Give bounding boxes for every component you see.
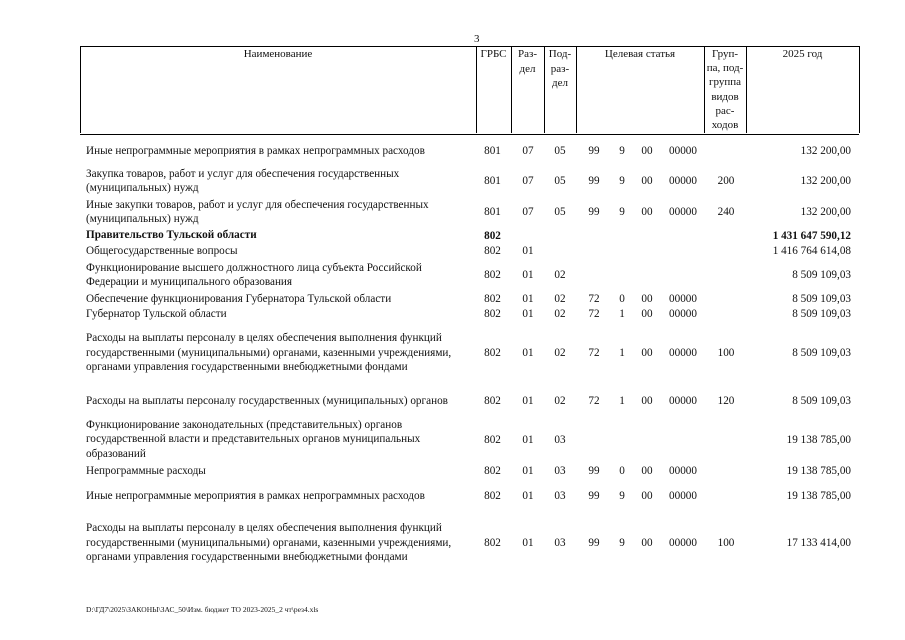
cell-cs1: 72 [588, 395, 600, 407]
cell-cs2: 9 [619, 206, 625, 218]
cell-grbs: 801 [484, 175, 501, 187]
cell-podr: 02 [554, 293, 566, 305]
cell-vr [714, 485, 738, 507]
cell-name: Иные непрограммные мероприятия в рамках непрограммных расходов [86, 489, 425, 502]
cell-cs1: 99 [588, 206, 600, 218]
cell-podr: 03 [554, 490, 566, 502]
cell-podr: 02 [554, 395, 566, 407]
cell-cs3: 00 [641, 206, 653, 218]
cell-cs1: 99 [588, 490, 600, 502]
cell-cs4: 00000 [669, 490, 697, 502]
table-row [0, 513, 905, 573]
cell-name: Закупка товаров, работ и услуг для обеспечения государственных (муниципальных) нужд [86, 167, 400, 194]
header-line: раз- [550, 62, 570, 75]
cell-grbs: 802 [484, 537, 501, 549]
cell-grbs: 802 [484, 465, 501, 477]
cell-vr [714, 462, 738, 480]
cell-grbs: 802 [484, 395, 501, 407]
cell-grbs: 802 [484, 308, 501, 320]
cell-cs3: 00 [641, 293, 653, 305]
cell-cs3 [640, 260, 654, 290]
cell-cs3: 00 [641, 395, 653, 407]
table-row [0, 166, 905, 196]
table-row [0, 243, 905, 259]
cell-grbs: 802 [484, 229, 501, 242]
cell-vr [714, 228, 738, 243]
cell-amt: 1 416 764 614,08 [772, 245, 851, 257]
cell-name: Правительство Тульской области [86, 229, 257, 242]
cell-cs3: 00 [641, 308, 653, 320]
header-group [704, 46, 746, 133]
cell-razd: 01 [522, 395, 534, 407]
header-razdel [511, 46, 544, 133]
table-row [0, 323, 905, 383]
cell-cs4: 00000 [669, 308, 697, 320]
table-row [0, 197, 905, 227]
cell-cs1: 99 [588, 465, 600, 477]
cell-cs3: 00 [641, 175, 653, 187]
cell-name: Функционирование высшего должностного лица субъекта Российской Федерации и муниципального образования [86, 261, 422, 288]
cell-cs1 [587, 417, 601, 462]
cell-vr [714, 291, 738, 307]
cell-cs1: 72 [588, 308, 600, 320]
cell-vr [714, 306, 738, 322]
cell-cs2 [617, 260, 627, 290]
table-row [0, 386, 905, 416]
cell-name: Функционирование законодательных (представительных) органов государственной власти и представительных органов муниципальных образований [86, 418, 421, 460]
cell-razd: 01 [522, 465, 534, 477]
cell-cs3: 00 [641, 145, 653, 157]
cell-grbs: 802 [484, 269, 501, 281]
cell-podr [549, 228, 571, 243]
cell-cs2: 1 [619, 347, 625, 359]
cell-grbs: 802 [484, 293, 501, 305]
cell-vr: 200 [717, 175, 735, 187]
cell-amt: 8 509 109,03 [792, 293, 851, 305]
cell-amt: 19 138 785,00 [786, 490, 851, 502]
cell-cs4: 00000 [669, 537, 697, 549]
cell-cs2: 9 [619, 537, 625, 549]
header-year: 2025 год [782, 48, 823, 60]
cell-razd: 01 [522, 433, 534, 446]
cell-name: Расходы на выплаты персоналу в целях обеспечения выполнения функций государственными (муниципальными) органами, казенными учреждениями, органами управления государственными внебюджетными фондами [86, 332, 452, 374]
cell-razd: 07 [522, 145, 534, 157]
page-number: 3 [474, 33, 480, 45]
cell-cs4 [665, 243, 701, 259]
header-line: Под- [548, 48, 572, 60]
cell-razd: 01 [522, 490, 534, 502]
cell-cs4: 00000 [669, 175, 697, 187]
cell-vr [714, 260, 738, 290]
cell-name: Непрограммные расходы [86, 464, 206, 477]
cell-cs2 [617, 243, 627, 259]
cell-podr: 05 [554, 145, 566, 157]
cell-name: Обеспечение функционирования Губернатора Тульской области [86, 292, 392, 305]
cell-cs4: 00000 [669, 347, 697, 359]
header-name: Наименование [243, 48, 313, 60]
cell-amt: 8 509 109,03 [792, 347, 851, 359]
cell-podr: 02 [554, 308, 566, 320]
cell-cs3: 00 [641, 490, 653, 502]
cell-podr: 03 [554, 433, 566, 446]
table-row [0, 462, 905, 480]
table-row [0, 417, 905, 462]
header-line: видов [711, 90, 739, 103]
cell-razd: 01 [522, 269, 534, 281]
cell-cs2: 1 [619, 395, 625, 407]
cell-grbs: 802 [484, 433, 501, 446]
header-grbs: ГРБС [480, 48, 507, 60]
cell-name: Иные непрограммные мероприятия в рамках непрограммных расходов [86, 144, 425, 157]
cell-podr: 05 [554, 175, 566, 187]
table-row [0, 228, 905, 243]
cell-vr: 100 [717, 347, 735, 359]
header-line: рас- [715, 104, 735, 117]
cell-amt: 132 200,00 [800, 175, 851, 187]
header-podrazdel [544, 46, 576, 133]
cell-vr: 120 [717, 395, 735, 407]
cell-cs2: 1 [619, 308, 625, 320]
cell-amt: 8 509 109,03 [792, 395, 851, 407]
cell-cs2: 9 [619, 175, 625, 187]
cell-amt: 8 509 109,03 [792, 308, 851, 320]
header-line: Груп- [711, 48, 739, 60]
cell-podr: 05 [554, 206, 566, 218]
cell-cs1: 72 [588, 293, 600, 305]
cell-amt: 8 509 109,03 [792, 269, 851, 281]
cell-cs4 [665, 417, 701, 462]
header-line: дел [519, 62, 536, 75]
cell-cs4 [665, 260, 701, 290]
cell-razd: 01 [522, 245, 534, 257]
cell-grbs: 801 [484, 206, 501, 218]
cell-podr: 03 [554, 465, 566, 477]
cell-cs1: 72 [588, 347, 600, 359]
cell-vr [714, 417, 738, 462]
cell-cs4 [665, 228, 701, 243]
cell-cs3: 00 [641, 465, 653, 477]
column-divider [859, 46, 860, 133]
table-row [0, 140, 905, 162]
cell-cs2: 0 [619, 465, 625, 477]
cell-razd: 01 [522, 537, 534, 549]
cell-cs4: 00000 [669, 395, 697, 407]
cell-razd: 01 [522, 293, 534, 305]
cell-cs1: 99 [588, 145, 600, 157]
cell-vr [714, 243, 738, 259]
cell-cs3 [640, 228, 654, 243]
cell-vr: 100 [717, 537, 735, 549]
cell-cs2: 0 [619, 293, 625, 305]
cell-razd: 01 [522, 347, 534, 359]
cell-cs4: 00000 [669, 293, 697, 305]
cell-cs3 [640, 243, 654, 259]
header-line: группа [708, 76, 742, 89]
cell-cs4: 00000 [669, 206, 697, 218]
cell-amt: 132 200,00 [800, 206, 851, 218]
cell-amt: 17 133 414,00 [786, 537, 851, 549]
cell-cs1 [587, 243, 601, 259]
cell-amt: 1 431 647 590,12 [772, 229, 851, 242]
cell-vr: 240 [717, 206, 735, 218]
cell-cs4: 00000 [669, 145, 697, 157]
cell-cs4: 00000 [669, 465, 697, 477]
cell-name: Общегосударственные вопросы [86, 244, 238, 257]
cell-cs1 [587, 228, 601, 243]
cell-razd: 01 [522, 308, 534, 320]
cell-grbs: 801 [484, 145, 501, 157]
cell-cs1: 99 [588, 175, 600, 187]
cell-cs3 [640, 417, 654, 462]
cell-razd [517, 228, 539, 243]
header-line: ходов [711, 119, 739, 132]
cell-name: Расходы на выплаты персоналу в целях обеспечения выполнения функций государственными (муниципальными) органами, казенными учреждениями, органами управления государственными внебюджетными фондами [86, 522, 452, 564]
header-line: дел [552, 77, 568, 89]
cell-amt: 19 138 785,00 [786, 433, 851, 446]
cell-cs2 [617, 417, 627, 462]
cell-podr: 02 [554, 347, 566, 359]
cell-cs3: 00 [641, 537, 653, 549]
table-row [0, 291, 905, 307]
header-line: па, под- [706, 62, 744, 75]
table-row [0, 485, 905, 507]
cell-grbs: 802 [484, 490, 501, 502]
cell-name: Расходы на выплаты персоналу государственных (муниципальных) органов [86, 394, 448, 407]
cell-cs3: 00 [641, 347, 653, 359]
cell-razd: 07 [522, 175, 534, 187]
table-row [0, 306, 905, 322]
cell-cs2 [617, 228, 627, 243]
header-target: Целевая статья [604, 48, 676, 60]
cell-podr [549, 243, 571, 259]
cell-cs1: 99 [588, 537, 600, 549]
cell-amt: 132 200,00 [800, 145, 851, 157]
table-row [0, 260, 905, 290]
cell-grbs: 802 [484, 347, 501, 359]
cell-cs1 [587, 260, 601, 290]
cell-razd: 07 [522, 206, 534, 218]
cell-podr: 02 [554, 269, 566, 281]
cell-grbs: 802 [484, 245, 501, 257]
cell-podr: 03 [554, 537, 566, 549]
cell-amt: 19 138 785,00 [786, 465, 851, 477]
cell-cs2: 9 [619, 490, 625, 502]
cell-name: Губернатор Тульской области [86, 307, 227, 320]
cell-vr [714, 140, 738, 162]
file-path-footer: D:\ГД7\2025\ЗАКОНЫ\ЗАС_50\Изм. бюджет ТО 2023-2025_2 чт\рез4.xls [86, 605, 319, 614]
cell-cs2: 9 [619, 145, 625, 157]
cell-name: Иные закупки товаров, работ и услуг для обеспечения государственных (муниципальных) нужд [86, 198, 429, 225]
header-line: Раз- [517, 48, 537, 60]
